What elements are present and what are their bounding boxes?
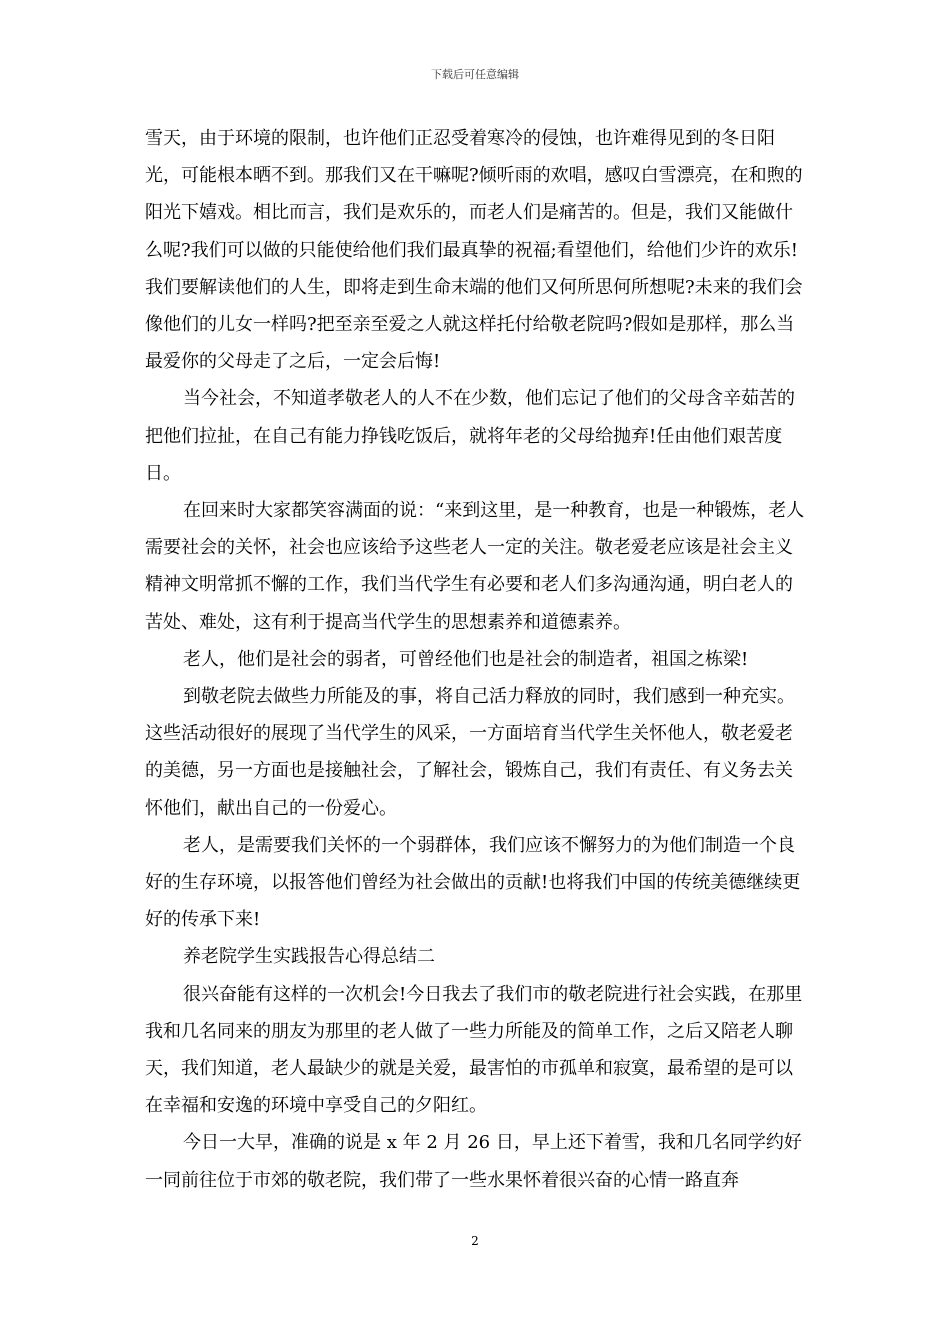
paragraph: 今日一大早，准确的说是 x 年 2 月 26 日，早上还下着雪，我和几名同学约好一同前往位于市郊的敬老院，我们带了一些水果怀着很兴奋的心情一路直奔 — [145, 1132, 802, 1191]
paragraph: 在回来时大家都笑容满面的说：“来到这里，是一种教育，也是一种锻炼，老人需要社会的关怀，社会也应该给予这些老人一定的关注。敬老爱老应该是社会主义精神文明常抓不懈的工作，我们当代学生有必要和老人们多沟通沟通，明白老人的苦处、难处，这有利于提高当代学生的思想素养和道德素养。 — [145, 500, 805, 633]
page-number: 2 — [471, 1234, 479, 1248]
paragraph: 到敬老院去做些力所能及的事，将自己活力释放的同时，我们感到一种充实。这些活动很好的展现了当代学生的风采，一方面培育当代学生关怀他人，敬老爱老的美德，另一方面也是接触社会，了解社会，锻炼自己，我们有责任、有义务去关怀他们，献出自己的一份爱心。 — [145, 686, 795, 819]
paragraph-continued: 雪天，由于环境的限制，也许他们正忍受着寒冷的侵蚀，也许难得见到的冬日阳光，可能根本晒不到。那我们又在干嘛呢?倾听雨的欢唱，感叹白雪漂亮，在和煦的阳光下嬉戏。相比而言，我们是欢乐的，而老人们是痛苦的。但是，我们又能做什么呢?我们可以做的只能使给他们我们最真挚的祝福;看望他们，给他们少许的欢乐!我们要解读他们的人生，即将走到生命末端的他们又何所思何所想呢?未来的我们会像他们的儿女一样吗?把至亲至爱之人就这样托付给敬老院吗?假如是那样，那么当最爱你的父母走了之后，一定会后悔! — [145, 128, 803, 373]
section-heading: 养老院学生实践报告心得总结二 — [183, 946, 435, 968]
paragraph: 老人，是需要我们关怀的一个弱群体，我们应该不懈努力的为他们制造一个良好的生存环境，以报答他们曾经为社会做出的贡献!也将我们中国的传统美德继续更好的传承下来! — [145, 834, 801, 931]
page-header: 下载后可任意编辑 — [431, 68, 519, 81]
paragraph: 当今社会，不知道孝敬老人的人不在少数，他们忘记了他们的父母含辛茹苦的把他们拉扯，在自己有能力挣钱吃饭后，就将年老的父母给抛弃!任由他们艰苦度日。 — [145, 388, 795, 484]
document-body — [145, 120, 805, 1199]
paragraph: 很兴奋能有这样的一次机会!今日我去了我们市的敬老院进行社会实践，在那里我和几名同来的朋友为那里的老人做了一些力所能及的简单工作，之后又陪老人聊天，我们知道，老人最缺少的就是关爱，最害怕的市孤单和寂寞，最希望的是可以在幸福和安逸的环境中享受自己的夕阳红。 — [145, 983, 803, 1117]
paragraph: 老人，他们是社会的弱者，可曾经他们也是社会的制造者，祖国之栋梁! — [183, 648, 749, 670]
